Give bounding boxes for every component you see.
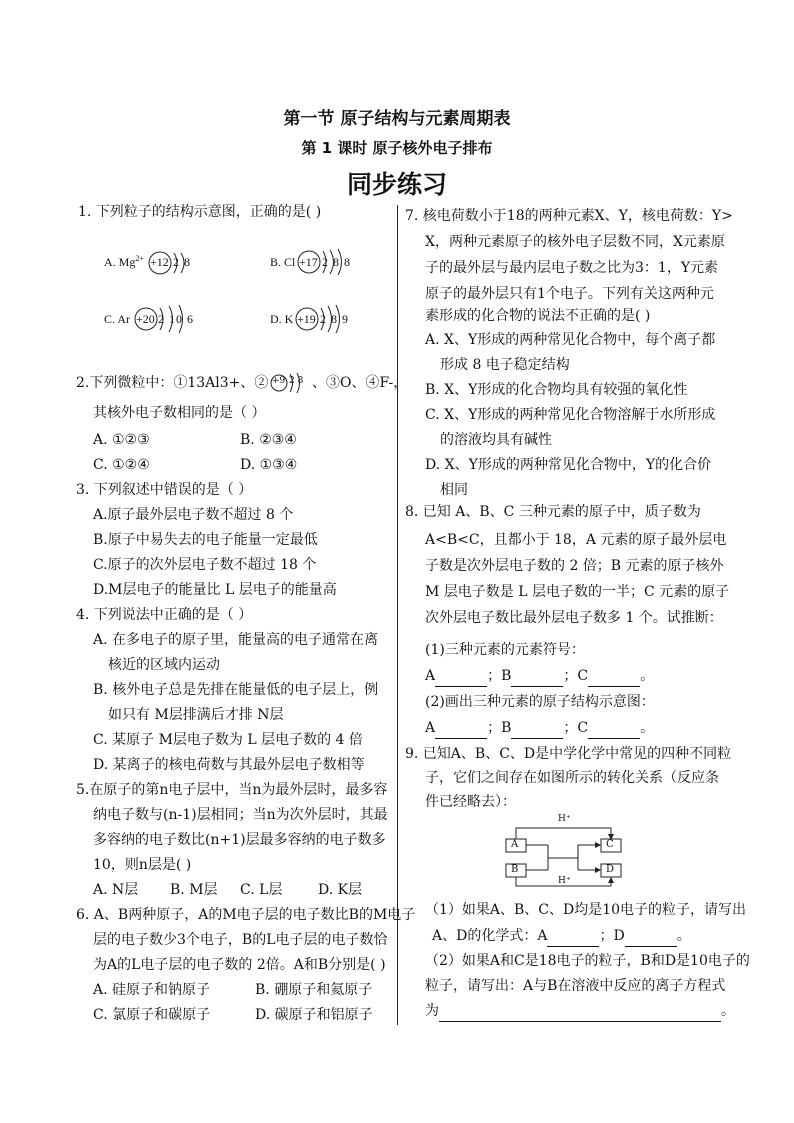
q9-line1: 9. 已知A、B、C、D是中学化学中常见的四种不同粒: [405, 746, 732, 762]
q2-option-d: D. ①③④: [240, 457, 298, 473]
answer-blank-a[interactable]: [435, 666, 487, 687]
q1-b-label: B. Cl: [270, 255, 296, 269]
answer-blank-d[interactable]: [625, 926, 677, 947]
q9-node-d: D: [606, 864, 615, 875]
q9-node-c: C: [606, 839, 614, 850]
q4-option-b-line2: 如只有 M层排满后才排 N层: [108, 707, 284, 723]
q2-stem-line2: 其核外电子数相同的是（ ）: [93, 405, 266, 421]
q2-option-a: A. ①②③: [93, 432, 150, 448]
answer-blank-c[interactable]: [588, 666, 640, 687]
q1-c-nucleus: +20: [136, 312, 155, 326]
q7-line1: 7. 核电荷数小于18的两种元素X、Y，核电荷数：Y>: [405, 208, 733, 224]
q9-sub1-prompt: （1）如果A、B、C、D均是10电子的粒子，请写出: [425, 902, 747, 918]
q8-sub2-prompt: (2)画出三种元素的原子结构示意图：: [425, 694, 655, 710]
q5-option-b: B. M层: [170, 882, 218, 898]
q1-a-nucleus: +12: [150, 255, 169, 269]
q9-sub2-line2: 粒子，请写出：A与B在溶液中反应的离子方程式: [425, 978, 726, 994]
answer-blank-equation[interactable]: [439, 1001, 721, 1022]
q8-line5: 次外层电子数比最外层电子数多 1 个。试推断：: [425, 610, 723, 626]
q6-option-d: D. 碳原子和铝原子: [255, 1007, 373, 1023]
q6-option-b: B. 硼原子和氦原子: [255, 982, 373, 998]
q8-sub1-prompt: (1)三种元素的元素符号：: [425, 642, 585, 658]
q7-option-c-line2: 的溶液均具有碱性: [440, 432, 552, 448]
q5-line2: 纳电子数与(n-1)层相同；当n为次外层时，其最: [93, 807, 388, 823]
q2-option-c: C. ①②④: [93, 457, 150, 473]
q9-node-b: B: [511, 864, 519, 875]
q4-option-a-line1: A. 在多电子的原子里，能量高的电子通常在离: [93, 632, 379, 648]
q8-line4: M 层电子数是 L 层电子数的一半；C 元素的原子: [425, 584, 730, 600]
lesson-title: 第 1 课时 原子核外电子排布: [301, 139, 493, 157]
section-title: 第一节 原子结构与元素周期表: [283, 109, 511, 129]
q3-option-d: D.M层电子的能量比 L 层电子的能量高: [93, 582, 337, 598]
q1-c-label: C. Ar: [104, 312, 131, 326]
answer-blank-a[interactable]: [547, 926, 599, 947]
q5-option-c: C. L层: [240, 882, 283, 898]
q1-a-label: A. Mg: [104, 255, 136, 269]
q6-option-a: A. 硅原子和钠原子: [93, 982, 211, 998]
q7-option-d-line2: 相同: [440, 482, 468, 498]
q9-sub1-answer: A、D的化学式：A ；D 。: [432, 926, 691, 947]
q7-line3: 子的最外层与最内层电子数之比为3：1，Y元素: [425, 260, 719, 276]
answer-blank-b[interactable]: [511, 666, 563, 687]
q4-option-d: D. 某离子的核电荷数与其最外层电子数相等: [93, 757, 365, 773]
q1-d-label: D. K: [270, 312, 294, 326]
q7-line5: 素形成的化合物的说法不正确的是( ): [425, 308, 651, 324]
q9-line3: 件已经略去）：: [425, 794, 516, 810]
q7-option-c-line1: C. X、Y形成的两种常见化合物溶解于水所形成: [425, 407, 716, 423]
q3-option-b: B.原子中易失去的电子能量一定最低: [93, 532, 318, 548]
q6-line2: 层的电子数少3个电子，B的L电子层的电子数恰: [93, 932, 388, 948]
q8-sub2-answer: A ；B ；C 。: [425, 718, 654, 739]
q9-sub2-line1: （2）如果A和C是18电子的粒子，B和D是10电子的: [425, 953, 750, 969]
q4-option-c: C. 某原子 M层电子数为 L 层电子数的 4 倍: [93, 732, 363, 748]
q3-stem: 3. 下列叙述中错误的是（ ）: [76, 482, 253, 498]
q1-d-shells: 2 8 9: [320, 312, 349, 326]
q2-atom-nucleus: +9: [272, 376, 286, 386]
q4-option-b-line1: B. 核外电子总是先排在能量低的电子层上，例: [93, 682, 379, 698]
q9-node-a: A: [511, 839, 519, 850]
exercise-title: 同步练习: [346, 170, 447, 199]
q1-c-shells: 2 10 6: [158, 312, 194, 326]
q2-atom-shells: 2 8: [289, 376, 304, 386]
q1-a-shells: 2 8: [173, 255, 191, 269]
q6-option-c: C. 氯原子和碳原子: [93, 1007, 211, 1023]
q1-b-shells: 2 8 8: [322, 255, 351, 269]
q7-option-d-line1: D. X、Y形成的两种常见化合物中，Y的化合价: [425, 457, 712, 473]
q9-sub2-line3: 为 。: [425, 1001, 735, 1022]
answer-blank-b[interactable]: [511, 718, 563, 739]
q1-b-nucleus: +17: [299, 255, 318, 269]
q8-line2: A<B<C，且都小于 18，A 元素的原子最外层电: [425, 532, 727, 548]
q7-option-b: B. X、Y形成的化合物均具有较强的氧化性: [425, 382, 688, 398]
column-divider: [397, 205, 398, 1025]
answer-blank-a[interactable]: [435, 718, 487, 739]
q6-line1: 6. A、B两种原子，A的M电子层的电子数比B的M电子: [76, 907, 416, 923]
q1-d-nucleus: +19: [297, 312, 316, 326]
q1-stem: 1. 下列粒子的结构示意图，正确的是( ): [78, 204, 322, 220]
q8-line3: 子数是次外层电子数的 2 倍；B 元素的原子核外: [425, 558, 724, 574]
q3-option-a: A.原子最外层电子数不超过 8 个: [93, 507, 294, 523]
q5-option-a: A. N层: [93, 882, 139, 898]
q7-line4: 原子的最外层只有1个电子。下列有关这两种元: [425, 286, 714, 302]
q3-option-c: C.原子的次外层电子数不超过 18 个: [93, 557, 317, 573]
q2-option-b: B. ②③④: [240, 432, 297, 448]
q6-line3: 为A的L电子层的电子数的 2倍。A和B分别是( ): [93, 957, 386, 973]
q5-line1: 5.在原子的第n电子层中，当n为最外层时，最多容: [76, 782, 388, 798]
q9-diagram-bottom-label: H⁺: [558, 876, 571, 886]
q4-option-a-line2: 核近的区域内运动: [108, 657, 220, 673]
q9-diagram-top-label: H⁺: [558, 814, 571, 824]
q8-line1: 8. 已知 A、B、C 三种元素的原子中，质子数为: [405, 504, 701, 520]
answer-blank-c[interactable]: [588, 718, 640, 739]
q7-option-a-line2: 形成 8 电子稳定结构: [440, 357, 570, 373]
q2-stem-part2: 、③O、④F-，: [312, 375, 408, 391]
q5-option-d: D. K层: [318, 882, 363, 898]
q9-line2: 子，它们之间存在如图所示的转化关系（反应条: [425, 770, 719, 786]
q8-sub1-answer: A ；B ；C 。: [425, 666, 654, 687]
q1-a-charge: 2+: [135, 254, 144, 263]
q5-line3: 多容纳的电子数比(n+1)层最多容纳的电子数多: [93, 832, 386, 848]
q7-line2: X，两种元素原子的核外电子层数不同，X元素原: [425, 234, 725, 250]
q4-stem: 4. 下列说法中正确的是（ ）: [76, 607, 253, 623]
q5-line4: 10，则n层是( ): [93, 857, 192, 873]
q7-option-a-line1: A. X、Y形成的两种常见化合物中，每个离子都: [425, 332, 716, 348]
q2-stem-part1: 2.下列微粒中：①13Al3+、②: [76, 375, 269, 391]
